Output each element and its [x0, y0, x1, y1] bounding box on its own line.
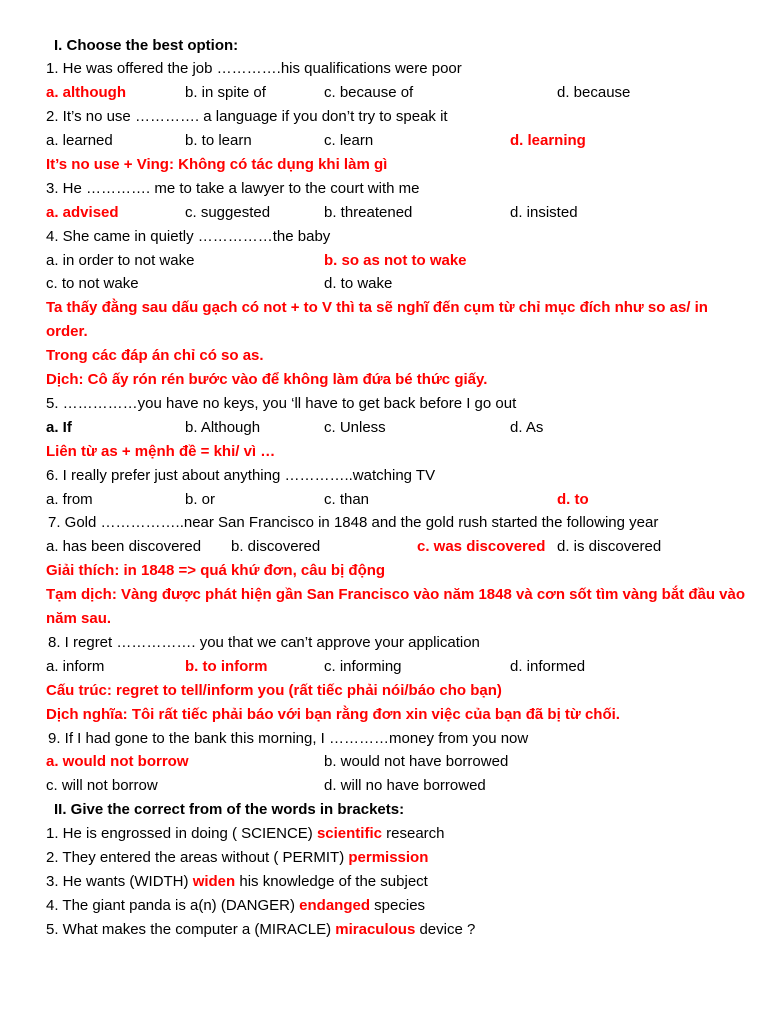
s2-item-5 — [46, 920, 475, 940]
q2-explanation: It’s no use + Ving: Không có tác dụng khi làm gì — [46, 156, 388, 173]
q2-option-b: b. to learn — [185, 132, 252, 149]
s2-item-5-answer: miraculous — [335, 921, 416, 938]
q7-option-b: b. discovered — [231, 538, 321, 555]
q9-option-c: c. will not borrow — [46, 777, 158, 794]
s2-item-4-tail: species — [370, 897, 426, 914]
q3-option-b: b. threatened — [324, 204, 413, 221]
q7-option-a: a. has been discovered — [46, 538, 202, 555]
q7-explanation: Giải thích: in 1848 => quá khứ đơn, câu bị động — [46, 562, 386, 579]
q1-option-a: a. although — [46, 84, 126, 101]
s2-item-3-text: 3. He wants (WIDTH) — [46, 873, 193, 890]
q5-option-a-letter: a. — [46, 419, 59, 436]
s2-item-1-answer: scientific — [316, 825, 382, 842]
question-5: 5. ……………you have no keys, you ‘ll have to get back before I go out — [46, 395, 517, 412]
q4-option-a: a. in order to not wake — [46, 252, 195, 269]
q4-translation: Dịch: Cô ấy rón rén bước vào để không làm đứa bé thức giấy. — [46, 371, 488, 388]
question-1: 1. He was offered the job ………….his qualifications were poor — [46, 60, 462, 77]
q7-option-c: c. was discovered — [417, 538, 546, 555]
s2-item-2-text: 2. They entered the areas without ( PERMIT) — [46, 849, 349, 866]
q8-structure-note: Cấu trúc: regret to tell/inform you (rất tiếc phải nói/báo cho bạn) — [46, 682, 502, 699]
q7-option-d: d. is discovered — [557, 538, 662, 555]
s2-item-4-answer: endanged — [299, 897, 371, 914]
q9-option-d: d. will no have borrowed — [324, 777, 486, 794]
q5-option-c: c. Unless — [324, 419, 386, 436]
q5-option-d: d. As — [510, 419, 544, 436]
q9-option-b: b. would not have borrowed — [324, 753, 509, 770]
q8-option-c: c. informing — [324, 658, 402, 675]
q4-explanation-2: Trong các đáp án chỉ có so as. — [46, 347, 264, 364]
q5-option-b: b. Although — [185, 419, 261, 436]
q2-option-a: a. learned — [46, 132, 113, 149]
s2-item-4 — [46, 896, 425, 916]
q8-option-d: d. informed — [510, 658, 586, 675]
section-1-title: I. Choose the best option: — [54, 37, 239, 54]
s2-item-3-tail: his knowledge of the subject — [235, 873, 428, 890]
q2-option-c: c. learn — [324, 132, 374, 149]
q8-option-b: b. to inform — [185, 658, 268, 675]
q6-option-c: c. than — [324, 491, 370, 508]
s2-item-1-tail: research — [381, 825, 445, 842]
q4-option-b: b. so as not to wake — [324, 252, 467, 269]
q5-option-a — [46, 418, 72, 438]
section-2-title: II. Give the correct from of the words in brackets: — [54, 801, 405, 818]
q3-option-c: c. suggested — [185, 204, 271, 221]
question-4: 4. She came in quietly ……………the baby — [46, 228, 331, 245]
q4-option-c: c. to not wake — [46, 275, 139, 292]
q6-option-d: d. to — [557, 491, 589, 508]
s2-item-2-answer: permission — [348, 849, 429, 866]
q2-option-d: d. learning — [510, 132, 586, 149]
q4-option-d: d. to wake — [324, 275, 393, 292]
q1-option-c: c. because of — [324, 84, 414, 101]
question-7: 7. Gold ……………..near San Francisco in 1848 and the gold rush started the following year — [48, 514, 659, 531]
s2-item-4-text: 4. The giant panda is a(n) (DANGER) — [46, 897, 300, 914]
q6-option-b: b. or — [185, 491, 216, 508]
q1-option-d: d. because — [557, 84, 631, 101]
q8-translation: Dịch nghĩa: Tôi rất tiếc phải báo với bạn rằng đơn xin việc của bạn đã bị từ chối. — [46, 706, 620, 723]
question-2: 2. It’s no use …………. a language if you don’t try to speak it — [46, 108, 448, 125]
q3-option-d: d. insisted — [510, 204, 578, 221]
q8-option-a: a. inform — [46, 658, 105, 675]
question-3: 3. He …………. me to take a lawyer to the court with me — [46, 180, 420, 197]
q9-option-a: a. would not borrow — [46, 753, 189, 770]
question-6: 6. I really prefer just about anything …………..watching TV — [46, 467, 436, 484]
q7-translation: Tạm dịch: Vàng được phát hiện gần San Francisco vào năm 1848 và cơn sốt tìm vàng bắt đầu vào năm sau. — [46, 586, 746, 627]
s2-item-2 — [46, 848, 428, 868]
question-8: 8. I regret ……………. you that we can’t approve your application — [48, 634, 480, 651]
s2-item-1-text: 1. He is engrossed in doing ( SCIENCE) — [46, 825, 317, 842]
question-9: 9. If I had gone to the bank this morning, I …………money from you now — [48, 730, 529, 747]
s2-item-3 — [46, 872, 428, 892]
q6-option-a: a. from — [46, 491, 93, 508]
s2-item-3-answer: widen — [192, 873, 236, 890]
s2-item-5-text: 5. What makes the computer a (MIRACLE) — [46, 921, 336, 938]
q3-option-a: a. advised — [46, 204, 119, 221]
s2-item-5-tail: device ? — [415, 921, 476, 938]
s2-item-1 — [46, 824, 445, 844]
q4-explanation: Ta thấy đằng sau dấu gạch có not + to V thì ta sẽ nghĩ đến cụm từ chỉ mục đích như so as/ in order. — [46, 299, 708, 340]
q5-explanation: Liên từ as + mệnh đề = khi/ vì … — [46, 443, 276, 460]
q5-option-a-word: If — [58, 419, 72, 436]
q1-option-b: b. in spite of — [185, 84, 266, 101]
